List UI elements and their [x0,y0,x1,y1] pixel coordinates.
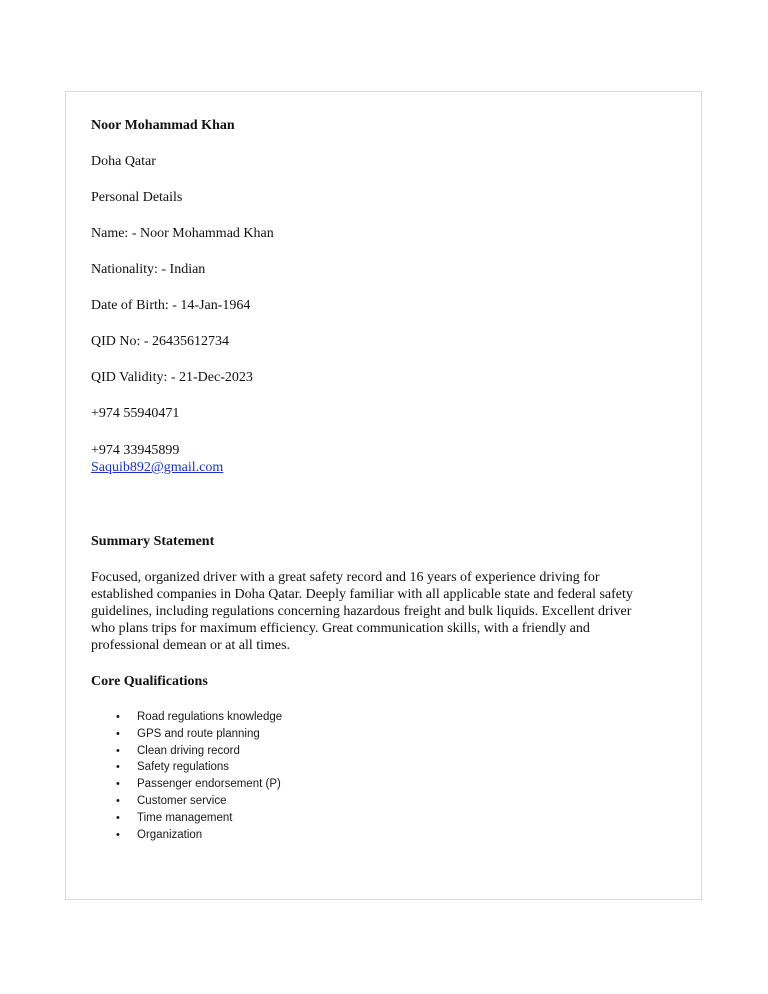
qid-validity-detail: QID Validity: - 21-Dec-2023 [91,370,253,385]
qualification-label: Safety regulations [137,761,230,774]
qid-number-detail: QID No: - 26435612734 [91,334,230,349]
date-of-birth-detail: Date of Birth: - 14-Jan-1964 [91,298,251,313]
summary-line: established companies in Doha Qatar. Deeply familiar with all applicable state and federal safety [91,587,633,602]
bullet-icon: • [116,794,120,807]
summary-line: professional demean or at all times. [91,638,291,653]
summary-line: Focused, organized driver with a great safety record and 16 years of experience driving for [91,570,600,585]
bullet-icon: • [116,744,120,757]
summary-line: guidelines, including regulations concerning hazardous freight and bulk liquids. Excellent driver [91,604,632,619]
qualification-label: Customer service [137,794,227,807]
qualification-label: Clean driving record [137,744,240,757]
bullet-icon: • [116,828,120,841]
bullet-icon: • [116,711,120,723]
summary-line: who plans trips for maximum efficiency. Great communication skills, with a friendly and [91,621,590,636]
resume-page [65,91,702,900]
phone-number-1: +974 55940471 [91,406,180,421]
personal-details-heading: Personal Details [91,190,183,205]
location: Doha Qatar [91,154,156,169]
qualification-label: Road regulations knowledge [137,711,283,723]
bullet-icon: • [116,811,120,824]
summary-heading: Summary Statement [91,534,215,549]
name-detail: Name: - Noor Mohammad Khan [91,226,274,241]
email-link[interactable]: Saquib892@gmail.com [91,460,224,475]
qualification-label: Time management [137,811,233,824]
nationality-detail: Nationality: - Indian [91,262,206,277]
qualification-label: GPS and route planning [137,727,260,740]
bullet-icon: • [116,761,120,774]
resume-name-heading: Noor Mohammad Khan [91,118,235,133]
bullet-icon: • [116,727,120,740]
qualification-label: Organization [137,828,203,841]
phone-number-2: +974 33945899 [91,443,180,458]
summary-paragraph [91,569,661,654]
email-line [91,459,223,476]
qualification-label: Passenger endorsement (P) [137,778,281,791]
core-qualifications-heading: Core Qualifications [91,674,208,689]
bullet-icon: • [116,778,120,791]
